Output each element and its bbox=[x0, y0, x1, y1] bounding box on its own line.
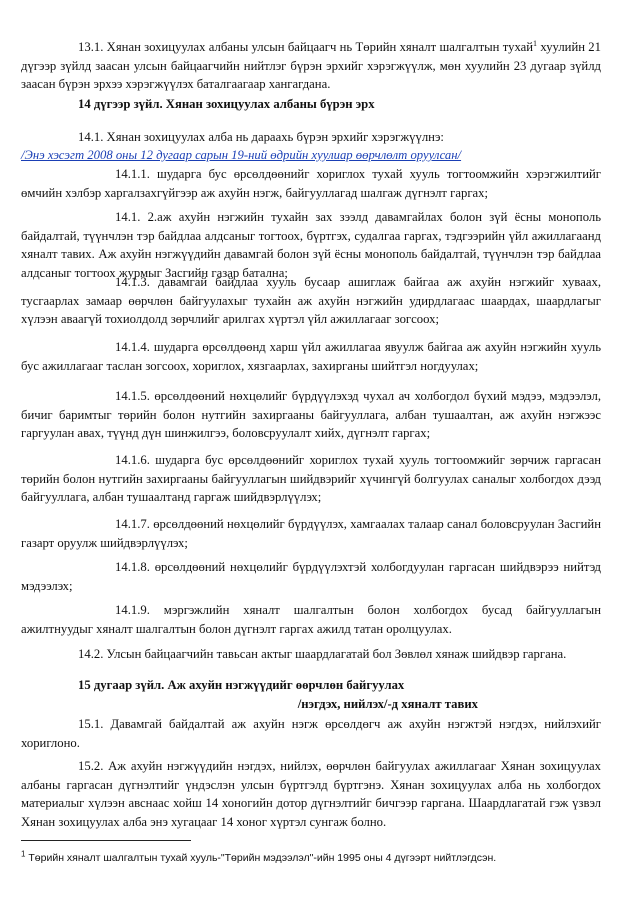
footnote bbox=[21, 849, 611, 865]
paragraph-14-1-7: 14.1.7. өрсөлдөөний нөхцөлийг бүрдүүлэх, хамгаалах талаар санал боловсруулан Засгийн газарт оруулж шийдвэрлүүлэх; bbox=[21, 517, 601, 550]
paragraph-15-2: 15.2. Аж ахуйн нэгжүүдийн нэгдэх, нийлэх, өөрчлөн байгуулах ажиллагааг Хянан зохицуулах албаны гаргасан дүгнэлтийг үндэслэн улсын бүртгэлд бүртгэнэ. Хянан зохицуулах алба нь холбогдох материалыг хүлээн авснаас хойш 14 хоногийн дотор дүгнэлтийг бичгээр гаргана. Шаардлагатай гэж үзвэл Хянан зохицуулах алба энэ хугацааг 14 хоног хүртэл сунгаж болно. bbox=[21, 759, 601, 829]
paragraph-15-1: 15.1. Давамгай байдалтай аж ахуйн нэгж өрсөлдөгч аж ахуйн нэгжтэй нэгдэх, нийлэхийг хориглоно. bbox=[21, 717, 601, 750]
paragraph-14-1-3: 14.1.3. давамгай байдлаа хууль бусаар ашиглаж байгаа аж ахуйн нэгжийг хуваах, тусгаарлах замаар өөрчлөн байгуулахыг тухайн аж ахуйн нэгжийн удирдлагаас шаардах, шаардлагыг хүлээн аваагүй тохиолдолд зөрчлийг арилгах хүртэл үйл ажиллагааг зогсоох; bbox=[21, 275, 601, 326]
paragraph-14-1-8: 14.1.8. өрсөлдөөний нөхцөлийг бүрдүүлэхтэй холбогдуулан гаргасан шийдвэрээ нийтэд мэдээлэх; bbox=[21, 560, 601, 593]
paragraph-13-1 bbox=[21, 38, 601, 94]
paragraph-14-1-9: 14.1.9. мэргэжлийн хяналт шалгалтын болон холбогдох бусад байгууллагын ажилтнуудыг хяналт шалгалтын болон дүгнэлт гаргах ажилд татан оролцуулах. bbox=[21, 603, 601, 636]
footnote-text: Төрийн хяналт шалгалтын тухай хууль-"Төрийн мэдээлэл"-ийн 1995 оны 4 дүгээрт нийтлэгдсэн. bbox=[25, 852, 497, 864]
footnote-separator bbox=[21, 840, 191, 841]
footnote-mark: 1 bbox=[21, 849, 26, 859]
paragraph-14-1-2: 14.1. 2.аж ахуйн нэгжийн тухайн зах зээлд давамгайлах болон зүй ёсны монополь байдалтай, түүнчлэн тэр байдлаа алдсаныг тогтоох, бүртгэх, судалгаа гаргах, тэдгээрийн үйл ажиллагаанд хяналт тавих. Аж ахуйн нэгжүүдийн давамгай болон зүй ёсны монополь байдалтай, түүнчлэн тэр байдлаа алдсаныг тогтоох журмыг Засгийн газар батална; bbox=[21, 210, 601, 280]
article-14-heading: 14 дүгээр зүйл. Хянан зохицуулах албаны бүрэн эрх bbox=[78, 97, 375, 111]
paragraph-14-1-6: 14.1.6. шударга бус өрсөлдөөнийг хориглох тухай хууль тогтоомжийг зөрчиж гаргасан төрийн болон нутгийн захиргааны байгууллагын шийдвэрийг хүчингүй болгуулах саналыг холбогдох дээд байгууллага, албан тушаалтанд гаргаж шийдвэрлүүлэх; bbox=[21, 453, 601, 504]
paragraph-14-2: 14.2. Улсын байцаагчийн тавьсан актыг шаардлагатай бол Зөвлөл хянаж шийдвэр гаргана. bbox=[78, 647, 567, 661]
amendment-link[interactable]: /Энэ хэсэгт 2008 оны 12 дугаар сарын 19-ний өдрийн хуулиар өөрчлөлт оруулсан/ bbox=[21, 148, 462, 162]
article-15-heading bbox=[78, 676, 518, 713]
paragraph-13-1-text: 13.1. Хянан зохицуулах албаны улсын байцаагч нь Төрийн хяналт шалгалтын тухай bbox=[78, 40, 534, 54]
footnote-reference[interactable]: 1 bbox=[533, 38, 538, 48]
article-15-heading-line2: /нэгдэх, нийлэх/-д хяналт тавих bbox=[297, 696, 478, 711]
paragraph-14-1-1: 14.1.1. шударга бус өрсөлдөөнийг хориглох тухай хууль тогтоомжийн хэрэгжилтийг өмчийн хэлбэр харгалзахгүйгээр аж ахуйн нэгж, байгууллагад шалгаж дүгнэлт гаргах; bbox=[21, 167, 601, 200]
paragraph-13-1-text-cont: хуулийн 21 дүгээр зүйлд заасан улсын байцаагчийн нийтлэг бүрэн эрхийг хэрэгжүүлж, мөн хуулийн 23 дугаар зүйлд заасан бүрэн эрхээ хэрэгжүүлэх баталгаагаар хангагдана. bbox=[21, 40, 601, 91]
paragraph-14-1-4: 14.1.4. шударга өрсөлдөөнд харш үйл ажиллагаа явуулж байгаа аж ахуйн нэгжийн хууль бус ажиллагааг таслан зогсоох, хориглох, хязгаарлах, захирганы шийтгэл ногдуулах; bbox=[21, 340, 601, 373]
article-15-heading-line1: 15 дугаар зүйл. Аж ахуйн нэгжүүдийг өөрчлөн байгуулах bbox=[78, 678, 405, 692]
paragraph-14-1: 14.1. Хянан зохицуулах алба нь дараахь бүрэн эрхийг хэрэгжүүлнэ: bbox=[78, 130, 444, 144]
paragraph-14-1-5: 14.1.5. өрсөлдөөний нөхцөлийг бүрдүүлэхэд чухал ач холбогдол бүхий мэдээ, мэдээлэл, бичиг баримтыг төрийн болон нутгийн захиргааны байгууллага, албан тушаалтан, аж ахуйн нэгжээс гаргуулан авах, түүнд дүн шинжилгээ, боловсруулалт хийх, дүгнэлт гаргах; bbox=[21, 389, 601, 440]
